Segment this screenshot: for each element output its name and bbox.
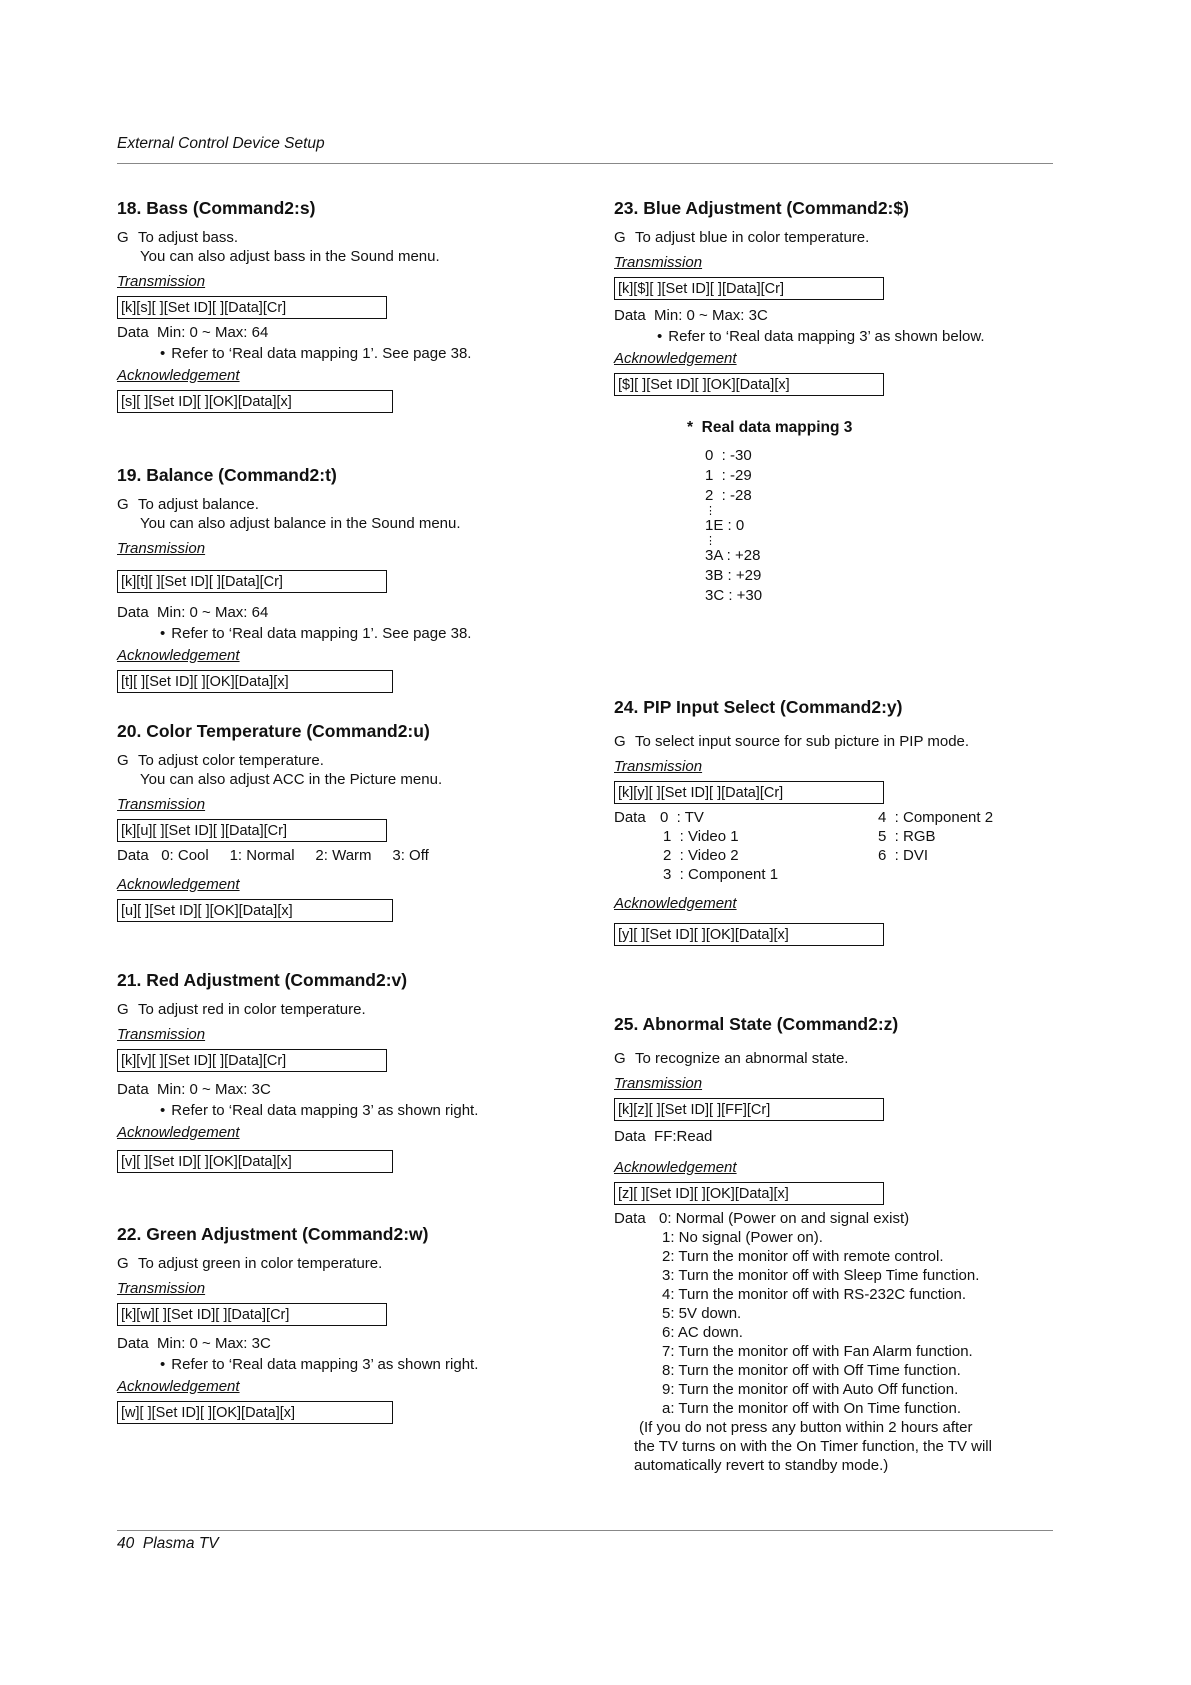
acknowledgement-box: [$][ ][Set ID][ ][OK][Data][x]: [614, 373, 884, 396]
state-item: 5: 5V down.: [662, 1305, 742, 1322]
section-title: 23. Blue Adjustment (Command2:$): [614, 198, 909, 218]
data-value: Min: 0 ~ Max: 64: [157, 324, 269, 341]
state-item: 0: Normal (Power on and signal exist): [659, 1210, 910, 1227]
data-value: 0: Cool 1: Normal 2: Warm 3: Off: [161, 847, 429, 864]
data-value: Min: 0 ~ Max: 3C: [157, 1335, 271, 1352]
ellipsis-icon: ⋮: [705, 505, 716, 517]
transmission-box: [k][w][ ][Set ID][ ][Data][Cr]: [117, 1303, 387, 1326]
page-footer: 40 Plasma TV: [117, 1535, 219, 1552]
data-value: Min: 0 ~ Max: 3C: [654, 307, 768, 324]
transmission-label: Transmission: [614, 758, 703, 775]
transmission-label: Transmission: [117, 796, 206, 813]
bullet-glyph: G: [117, 752, 129, 769]
section-balance: [117, 465, 637, 693]
acknowledgement-label: Acknowledgement: [117, 647, 240, 664]
section-title: 25. Abnormal State (Command2:z): [614, 1014, 899, 1034]
bullet-glyph: G: [614, 229, 626, 246]
transmission-label: Transmission: [117, 1026, 206, 1043]
section-pip-input-select: [614, 697, 1134, 946]
section-blue-adjustment: [614, 198, 1134, 396]
transmission-box: [k][u][ ][Set ID][ ][Data][Cr]: [117, 819, 387, 842]
mapping-row: 3A : +28: [705, 547, 761, 564]
section-title: 20. Color Temperature (Command2:u): [117, 721, 430, 741]
section-desc: To adjust bass.: [138, 229, 239, 246]
pip-data-left: [660, 808, 878, 884]
acknowledgement-box: [s][ ][Set ID][ ][OK][Data][x]: [117, 390, 393, 413]
acknowledgement-box: [z][ ][Set ID][ ][OK][Data][x]: [614, 1182, 884, 1205]
acknowledgement-label: Acknowledgement: [614, 1159, 737, 1176]
section-abnormal-state: [614, 1014, 1134, 1475]
pip-option: 0 : TV: [660, 809, 704, 826]
state-item: 3: Turn the monitor off with Sleep Time function.: [662, 1267, 980, 1284]
state-item: a: Turn the monitor off with On Time function.: [662, 1400, 962, 1417]
section-title: 21. Red Adjustment (Command2:v): [117, 970, 408, 990]
mapping-row: 1 : -29: [705, 467, 752, 484]
footer-rule: [117, 1530, 1053, 1531]
bullet-glyph: G: [117, 1001, 129, 1018]
mapping-row: 3C : +30: [705, 587, 763, 604]
bullet-glyph: G: [614, 1050, 626, 1067]
pip-option: 4 : Component 2: [878, 809, 994, 826]
section-desc-2: You can also adjust ACC in the Picture menu.: [140, 771, 443, 788]
section-green-adjustment: [117, 1224, 637, 1424]
data-label: Data: [117, 847, 149, 864]
data-label: Data: [614, 809, 646, 826]
acknowledgement-label: Acknowledgement: [117, 1124, 240, 1141]
mapping-title: Real data mapping 3: [701, 419, 853, 436]
transmission-box: [k][y][ ][Set ID][ ][Data][Cr]: [614, 781, 884, 804]
acknowledgement-label: Acknowledgement: [117, 876, 240, 893]
transmission-label: Transmission: [614, 254, 703, 271]
transmission-label: Transmission: [614, 1075, 703, 1092]
ellipsis-icon: ⋮: [705, 535, 716, 547]
footnote-line: the TV turns on with the On Timer function, the TV will: [634, 1438, 992, 1455]
state-item: 8: Turn the monitor off with Off Time function.: [662, 1362, 961, 1379]
footnote-line: (If you do not press any button within 2 hours after: [639, 1419, 973, 1436]
transmission-box: [k][v][ ][Set ID][ ][Data][Cr]: [117, 1049, 387, 1072]
data-label: Data: [117, 1335, 149, 1352]
section-desc: To adjust blue in color temperature.: [635, 229, 870, 246]
mapping-marker: *: [687, 419, 694, 436]
acknowledgement-label: Acknowledgement: [117, 1378, 240, 1395]
acknowledgement-label: Acknowledgement: [117, 367, 240, 384]
section-desc: To adjust red in color temperature.: [138, 1001, 366, 1018]
data-label: Data: [117, 1081, 149, 1098]
acknowledgement-box: [t][ ][Set ID][ ][OK][Data][x]: [117, 670, 393, 693]
header-rule: [117, 163, 1053, 164]
data-label: Data: [614, 1210, 646, 1227]
bullet-glyph: G: [117, 229, 129, 246]
acknowledgement-label: Acknowledgement: [614, 350, 737, 367]
abnormal-states: [614, 1209, 1134, 1418]
transmission-label: Transmission: [117, 273, 206, 290]
pip-data: [614, 808, 1134, 884]
transmission-box: [k][s][ ][Set ID][ ][Data][Cr]: [117, 296, 387, 319]
real-data-mapping: [687, 418, 853, 606]
section-red-adjustment: [117, 970, 637, 1173]
acknowledgement-box: [v][ ][Set ID][ ][OK][Data][x]: [117, 1150, 393, 1173]
state-item: 1: No signal (Power on).: [662, 1229, 823, 1246]
acknowledgement-box: [y][ ][Set ID][ ][OK][Data][x]: [614, 923, 884, 946]
pip-option: 5 : RGB: [878, 828, 936, 845]
data-label: Data: [117, 604, 149, 621]
mapping-row: 3B : +29: [705, 567, 762, 584]
section-title: 22. Green Adjustment (Command2:w): [117, 1224, 429, 1244]
mapping-row: 1E : 0: [705, 517, 745, 534]
section-color-temperature: [117, 721, 637, 922]
state-item: 9: Turn the monitor off with Auto Off function.: [662, 1381, 959, 1398]
pip-option: 2 : Video 2: [663, 847, 739, 864]
transmission-label: Transmission: [117, 540, 206, 557]
state-item: 2: Turn the monitor off with remote control.: [662, 1248, 944, 1265]
transmission-box: [k][t][ ][Set ID][ ][Data][Cr]: [117, 570, 387, 593]
acknowledgement-box: [w][ ][Set ID][ ][OK][Data][x]: [117, 1401, 393, 1424]
note: • Refer to ‘Real data mapping 3’ as shown below.: [614, 325, 1134, 349]
note: • Refer to ‘Real data mapping 3’ as shown right.: [117, 1353, 637, 1377]
transmission-label: Transmission: [117, 1280, 206, 1297]
acknowledgement-box: [u][ ][Set ID][ ][OK][Data][x]: [117, 899, 393, 922]
acknowledgement-label: Acknowledgement: [614, 895, 737, 912]
section-desc: To recognize an abnormal state.: [635, 1050, 849, 1067]
pip-option: 3 : Component 1: [663, 866, 779, 883]
pip-option: 6 : DVI: [878, 847, 929, 864]
pip-option: 1 : Video 1: [663, 828, 739, 845]
note: • Refer to ‘Real data mapping 1’. See page 38.: [117, 342, 637, 366]
section-title: 24. PIP Input Select (Command2:y): [614, 697, 903, 717]
data-label: Data: [614, 1128, 646, 1145]
state-item: 7: Turn the monitor off with Fan Alarm function.: [662, 1343, 973, 1360]
data-value: FF:Read: [654, 1128, 713, 1145]
transmission-box: [k][$][ ][Set ID][ ][Data][Cr]: [614, 277, 884, 300]
section-desc-2: You can also adjust balance in the Sound menu.: [140, 515, 461, 532]
mapping-row: 2 : -28: [705, 487, 752, 504]
mapping-row: 0 : -30: [705, 447, 752, 464]
data-value: Min: 0 ~ Max: 64: [157, 604, 269, 621]
bullet-glyph: G: [614, 733, 626, 750]
state-item: 4: Turn the monitor off with RS-232C function.: [662, 1286, 967, 1303]
data-label: Data: [614, 307, 646, 324]
footnote-line: automatically revert to standby mode.): [634, 1457, 889, 1474]
section-desc: To select input source for sub picture in PIP mode.: [635, 733, 970, 750]
pip-data-right: [878, 808, 993, 884]
data-value: Min: 0 ~ Max: 3C: [157, 1081, 271, 1098]
state-item: 6: AC down.: [662, 1324, 743, 1341]
section-desc: To adjust green in color temperature.: [138, 1255, 383, 1272]
state-list: [659, 1209, 979, 1418]
section-title: 19. Balance (Command2:t): [117, 465, 337, 485]
page-header: External Control Device Setup: [117, 135, 325, 152]
data-label: Data: [117, 324, 149, 341]
note: • Refer to ‘Real data mapping 1’. See page 38.: [117, 622, 637, 646]
section-desc-2: You can also adjust bass in the Sound menu.: [140, 248, 440, 265]
bullet-glyph: G: [117, 496, 129, 513]
bullet-glyph: G: [117, 1255, 129, 1272]
section-desc: To adjust balance.: [138, 496, 259, 513]
section-title: 18. Bass (Command2:s): [117, 198, 316, 218]
note: • Refer to ‘Real data mapping 3’ as shown right.: [117, 1099, 637, 1123]
transmission-box: [k][z][ ][Set ID][ ][FF][Cr]: [614, 1098, 884, 1121]
section-desc: To adjust color temperature.: [138, 752, 324, 769]
section-bass: [117, 198, 637, 413]
